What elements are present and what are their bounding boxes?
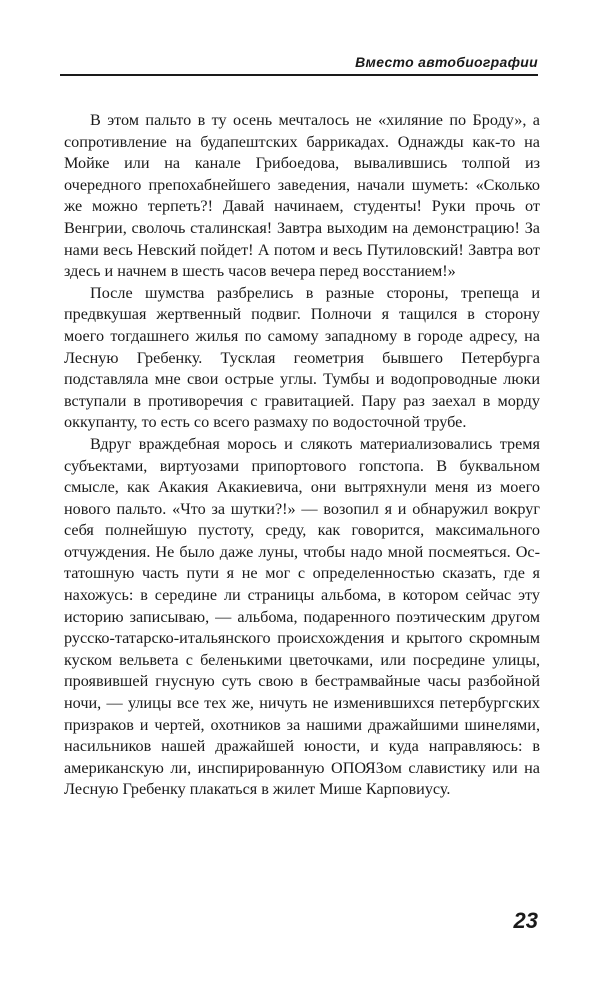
paragraph-2: После шумства разбрелись в разные стороны, трепеща и предвкушая жертвенный подвиг. Полночи я тащился в сторону моего тогдашнего жилья по самому западному в городе адресу, на Лесную Гребенку. Тусклая геометрия бывшего Петербурга подставляла мне свои острые углы. Тумбы и водопроводные люки вступали в противоречия с гравитацией. Пару раз заехал в морду оккупанту, то есть со всего размаху по водосточной трубе. [64,283,540,432]
page-number: 23 [513,908,538,933]
body-text [64,110,540,801]
paragraph-1: В этом пальто в ту осень мечталось не «хиляние по Броду», а сопротивление на будапештских баррикадах. Однажды как-то на Мойке или на канале Грибоедова, вывалившись толпой из очередного препохабнейшего заведения, начали шуметь: «Сколько же можно терпеть?! Давай начинаем, студенты! Руки прочь от Венгрии, сволочь сталинская! Завтра выходим на демонстрацию! За нами весь Невский пойдет! А потом и весь Путиловский! Завтра вот здесь и начнем в шесть часов вечера перед восстанием!» [64,111,540,281]
paragraph-3: Вдруг враждебная морось и слякоть материализовались тремя субъектами, виртуозами припортового гопстопа. В буквальном смысле, как Акакия Акакиевича, они вытряхнули меня из моего нового пальто. «Что за шутки?!» — возопил я и обнаружил вокруг себя полнейшую пустоту, среду, как говорится, максимального отчуждения. Не было даже луны, чтобы надо мной посмеяться. Остатошную часть пути я не мог с определенностью сказать, где я нахожусь: в середине ли страницы альбома, в котором сейчас эту историю записываю, — альбома, подаренного поэтическим другом русско-татарско-итальянского происхождения и крытого скромным куском вельвета с беленькими цветочками, или посредине улицы, проявившей гнусную суть свою в бестрамвайные часы разбойной ночи, — улицы все тех же, ничуть не изменившихся петербургских призраков и чертей, охотников за нашими дражайшими шинелями, насильников нашей дражайшей юности, и куда направляюсь: в американскую ли, инспирированную ОПОЯЗом славистику или на Лесную Гребенку плакаться в жилет Мише Карповиусу. [64,434,540,799]
running-header-title: Вместо автобиографии [355,54,538,70]
running-header [60,52,538,76]
